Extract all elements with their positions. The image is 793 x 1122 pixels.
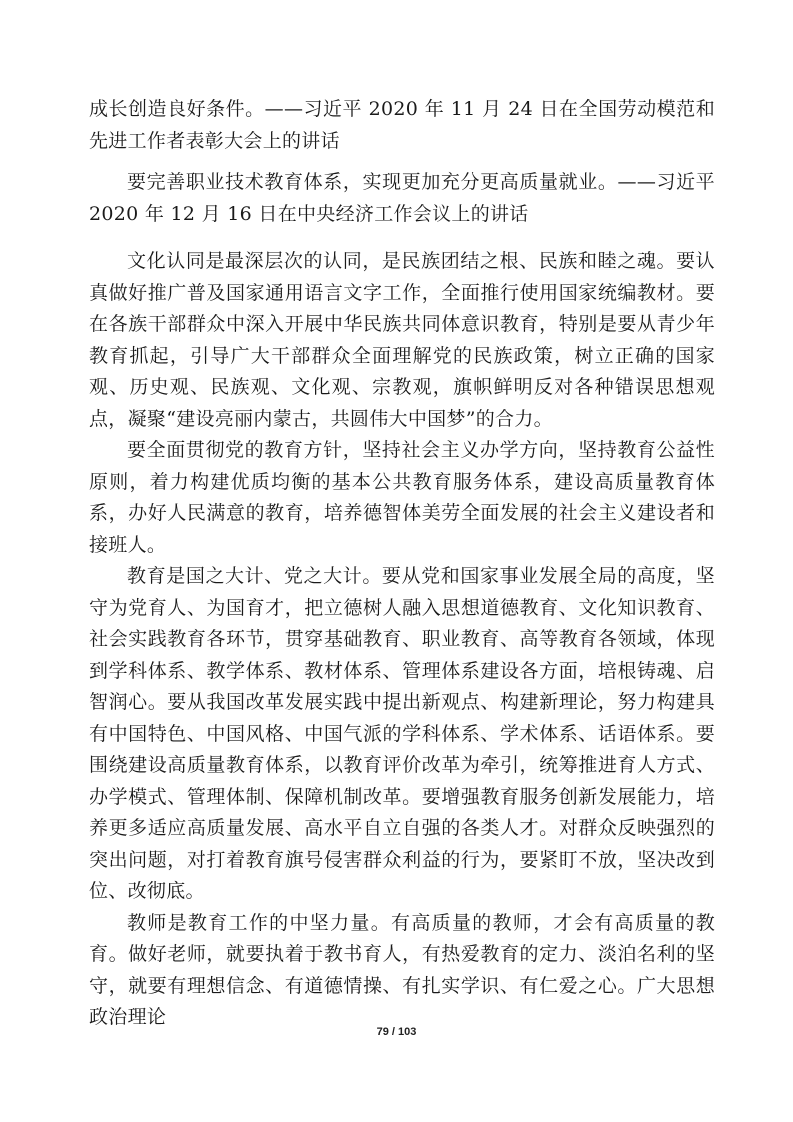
paragraph-culture: 文化认同是最深层次的认同，是民族团结之根、民族和睦之魂。要认真做好推广普及国家通用语言文字工作，全面推行使用国家统编教材。要在各族干部群众中深入开展中华民族共同体意识教育，特别是要从青少年教育抓起，引导广大干部群众全面理解党的民族政策，树立正确的国家观、历史观、民族观、文化观、宗教观，旗帜鲜明反对各种错误思想观点，凝聚“建设亮丽内蒙古，共圆伟大中国梦”的合力。 <box>89 250 715 430</box>
page-number: 79 / 103 <box>376 1026 417 1038</box>
paragraph-continuation: 成长创造良好条件。——习近平 2020 年 11 月 24 日在全国劳动模范和先进工作者表彰大会上的讲话 <box>89 98 715 152</box>
paragraph-quote: 要完善职业技术教育体系，实现更加充分更高质量就业。——习近平 2020 年 12 月 16 日在中央经济工作会议上的讲话 <box>89 171 715 225</box>
paragraph-education-policy: 要全面贯彻党的教育方针，坚持社会主义办学方向，坚持教育公益性原则，着力构建优质均衡的基本公共教育服务体系，建设高质量教育体系，办好人民满意的教育，培养德智体美劳全面发展的社会主义建设者和接班人。 <box>89 439 715 556</box>
paragraph-education-plan: 教育是国之大计、党之大计。要从党和国家事业发展全局的高度，坚守为党育人、为国育才，把立德树人融入思想道德教育、文化知识教育、社会实践教育各环节，贯穿基础教育、职业教育、高等教育各领域，体现到学科体系、教学体系、教材体系、管理体系建设各方面，培根铸魂、启智润心。要从我国改革发展实践中提出新观点、构建新理论，努力构建具有中国特色、中国风格、中国气派的学科体系、学术体系、话语体系。要围绕建设高质量教育体系，以教育评价改革为牵引，统筹推进育人方式、办学模式、管理体制、保障机制改革。要增强教育服务创新发展能力，培养更多适应高质量发展、高水平自立自强的各类人才。对群众反映强烈的突出问题，对打着教育旗号侵害群众利益的行为，要紧盯不放，坚决改到位、改彻底。 <box>89 565 715 902</box>
document-body <box>89 94 715 1034</box>
paragraph-teachers: 教师是教育工作的中坚力量。有高质量的教师，才会有高质量的教育。做好老师，就要执着于教书育人，有热爱教育的定力、淡泊名利的坚守，就要有理想信念、有道德情操、有扎实学识、有仁爱之心。广大思想政治理论 <box>89 911 715 1028</box>
